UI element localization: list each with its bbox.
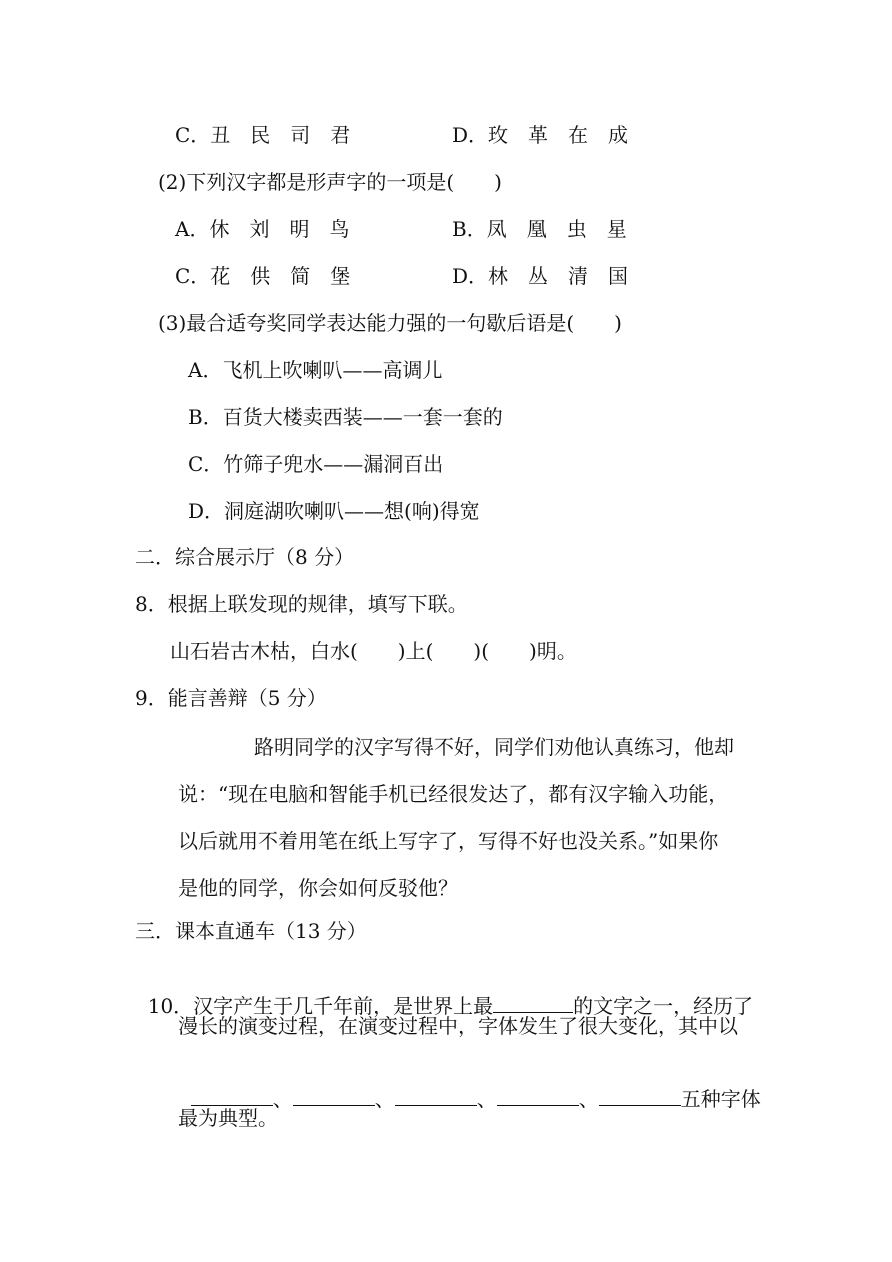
q10-separator: 、 (578, 1087, 599, 1111)
q7-sub2-option-d: D．林 丛 清 国 (452, 264, 629, 288)
q7-sub3-option-a: A．飞机上吹喇叭——高调儿 (188, 358, 443, 382)
q7-sub2-option-c: C．花 供 简 堡 (175, 264, 351, 288)
q10-line-3-text-end: 五种字体 (680, 1087, 761, 1111)
q10-separator: 、 (374, 1087, 395, 1111)
q10-blank-3[interactable] (293, 1085, 375, 1106)
q7-option-d: D．玫 革 在 成 (452, 123, 629, 147)
q9-paragraph-line-1: 路明同学的汉字写得不好，同学们劝他认真练习，他却 (254, 735, 734, 759)
q10-line-1-text-end: 的文字之一，经历了 (573, 994, 754, 1018)
q7-sub2-prompt: (2)下列汉字都是形声字的一项是( ) (158, 170, 502, 194)
q10-separator: 、 (476, 1087, 497, 1111)
q7-option-c: C．丑 民 司 君 (175, 123, 351, 147)
q10-blank-2[interactable] (191, 1085, 273, 1106)
q10-line-1-text: 10．汉字产生于几千年前，是世界上最 (147, 994, 494, 1018)
q10-line-2: 漫长的演变过程，在演变过程中，字体发生了很大变化，其中以 (178, 1014, 738, 1038)
q8-prompt: 8．根据上联发现的规律，填写下联。 (135, 592, 468, 616)
q10-blank-4[interactable] (395, 1085, 477, 1106)
q9-prompt: 9．能言善辩（5 分） (135, 686, 327, 710)
q10-separator: 、 (272, 1087, 293, 1111)
section-3-heading: 三．课本直通车（13 分） (135, 919, 367, 943)
q7-sub3-option-d: D．洞庭湖吹喇叭——想(响)得宽 (188, 499, 480, 523)
section-2-heading: 二．综合展示厅（8 分） (135, 545, 355, 569)
q10-blank-6[interactable] (599, 1085, 681, 1106)
q9-paragraph-line-2: 说：“现在电脑和智能手机已经很发达了，都有汉字输入功能， (178, 782, 729, 806)
q7-sub2-option-a: A．休 刘 明 鸟 (175, 217, 350, 241)
q10-blank-1[interactable] (493, 992, 573, 1013)
q10-line-4: 最为典型。 (178, 1106, 278, 1130)
q9-paragraph-line-4: 是他的同学，你会如何反驳他？ (178, 876, 458, 900)
q10-blank-5[interactable] (497, 1085, 579, 1106)
q9-paragraph-line-3: 以后就用不着用笔在纸上写字了，写得不好也没关系。”如果你 (178, 829, 719, 853)
q7-sub3-option-c: C．竹筛子兜水——漏洞百出 (188, 452, 444, 476)
q7-sub2-option-b: B．凤 凰 虫 星 (452, 217, 627, 241)
q8-couplet: 山石岩古木枯，白水( )上( )( )明。 (170, 639, 577, 663)
q7-sub3-option-b: B．百货大楼卖西装——一套一套的 (188, 405, 503, 429)
q7-sub3-prompt: (3)最合适夸奖同学表达能力强的一句歇后语是( ) (158, 311, 622, 335)
